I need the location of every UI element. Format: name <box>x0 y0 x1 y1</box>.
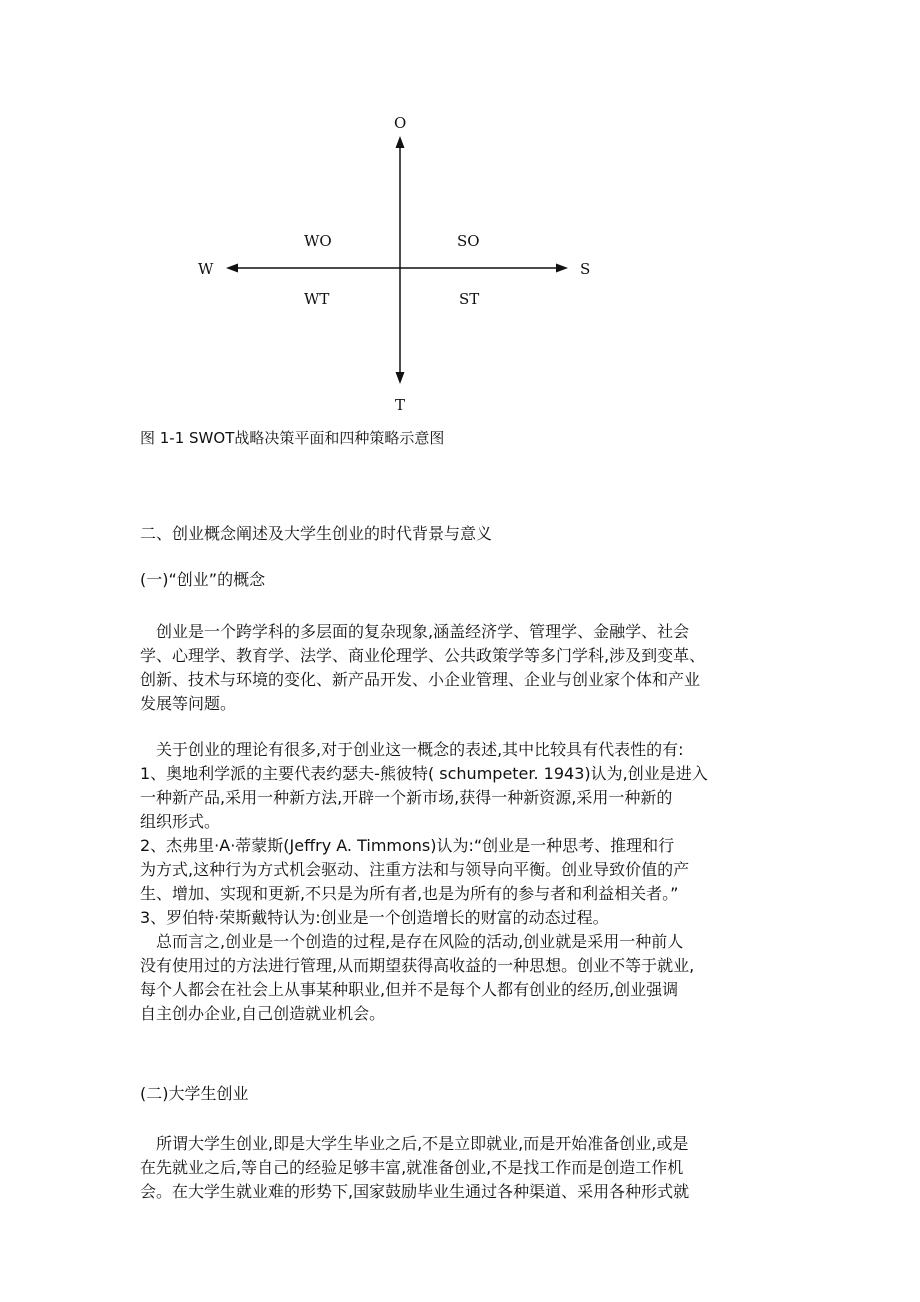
paragraph-line: 3、罗伯特·荣斯戴特认为:创业是一个创造增长的财富的动态过程。 <box>140 908 609 927</box>
arrow-down <box>396 372 405 384</box>
paragraph-line: 发展等问题。 <box>140 694 237 713</box>
quadrant-label-wo: WO <box>304 232 332 250</box>
quadrant-label-so: SO <box>457 232 480 250</box>
figure-caption: 图 1-1 SWOT战略决策平面和四种策略示意图 <box>140 429 445 447</box>
axis-label-t: T <box>395 396 406 414</box>
paragraph-line: 学、心理学、教育学、法学、商业伦理学、公共政策学等多门学科,涉及到变革、 <box>140 646 706 665</box>
quadrant-label-wt: WT <box>304 290 330 308</box>
paragraph-line: 一种新产品,采用一种新方法,开辟一个新市场,获得一种新资源,采用一种新的 <box>140 788 673 807</box>
axis-label-w: W <box>198 260 214 278</box>
arrow-right <box>556 264 568 273</box>
paragraph-line: 没有使用过的方法进行管理,从而期望获得高收益的一种思想。创业不等于就业, <box>140 956 695 975</box>
swot-axes <box>180 112 620 422</box>
sub-heading-students: (二)大学生创业 <box>140 1084 249 1103</box>
section-heading: 二、创业概念阐述及大学生创业的时代背景与意义 <box>140 524 493 543</box>
arrow-up <box>396 136 405 148</box>
paragraph-theories <box>140 738 796 1026</box>
paragraph-line: 组织形式。 <box>140 812 221 831</box>
paragraph-line: 关于创业的理论有很多,对于创业这一概念的表述,其中比较具有代表性的有: <box>140 740 684 759</box>
paragraph-student-entrepreneurship <box>140 1132 796 1204</box>
paragraph-line: 为方式,这种行为方式机会驱动、注重方法和与领导向平衡。创业导致价值的产 <box>140 860 690 879</box>
paragraph-line: 在先就业之后,等自己的经验足够丰富,就准备创业,不是找工作而是创造工作机 <box>140 1158 684 1177</box>
paragraph-line: 创新、技术与环境的变化、新产品开发、小企业管理、企业与创业家个体和产业 <box>140 670 701 689</box>
paragraph-line: 1、奥地利学派的主要代表约瑟夫-熊彼特( schumpeter. 1943)认为,创业是进入 <box>140 764 708 783</box>
paragraph-line: 自主创办企业,自己创造就业机会。 <box>140 1004 386 1023</box>
paragraph-definition <box>140 620 796 716</box>
swot-diagram <box>180 112 620 422</box>
paragraph-line: 创业是一个跨学科的多层面的复杂现象,涵盖经济学、管理学、金融学、社会 <box>140 622 690 641</box>
paragraph-line: 生、增加、实现和更新,不只是为所有者,也是为所有的参与者和利益相关者。” <box>140 884 679 903</box>
paragraph-line: 2、杰弗里·A·蒂蒙斯(Jeffry A. Timmons)认为:“创业是一种思考、推理和行 <box>140 836 675 855</box>
axis-label-s: S <box>580 260 591 278</box>
paragraph-line: 会。在大学生就业难的形势下,国家鼓励毕业生通过各种渠道、采用各种形式就 <box>140 1182 690 1201</box>
paragraph-line: 每个人都会在社会上从事某种职业,但并不是每个人都有创业的经历,创业强调 <box>140 980 679 999</box>
arrow-left <box>226 264 238 273</box>
paragraph-line: 所谓大学生创业,即是大学生毕业之后,不是立即就业,而是开始准备创业,或是 <box>140 1134 689 1153</box>
quadrant-label-st: ST <box>459 290 480 308</box>
paragraph-line: 总而言之,创业是一个创造的过程,是存在风险的活动,创业就是采用一种前人 <box>140 932 684 951</box>
axis-label-o: O <box>394 114 407 132</box>
sub-heading-concept: (一)“创业”的概念 <box>140 570 266 589</box>
